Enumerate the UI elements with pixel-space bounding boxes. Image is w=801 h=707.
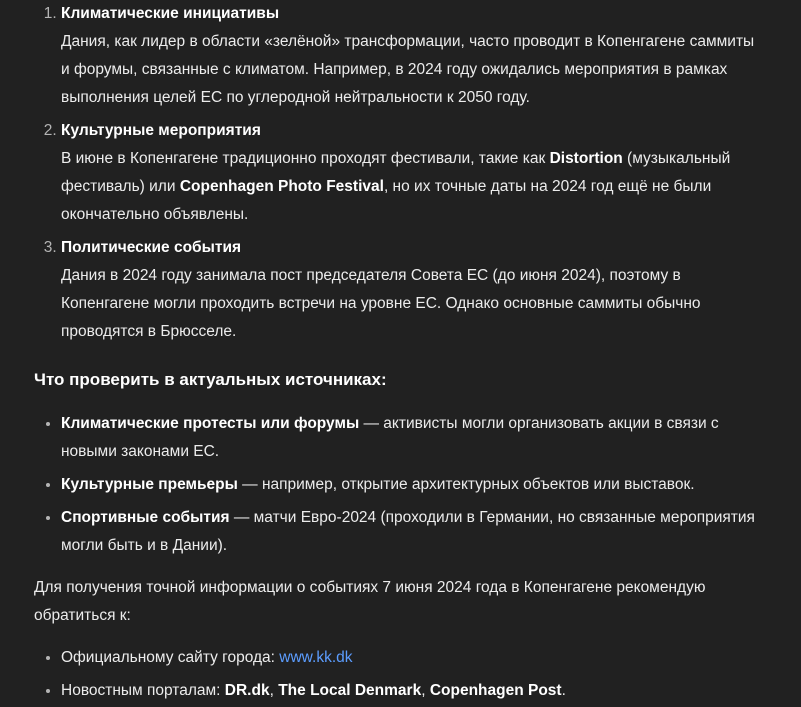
topic-title-politics: 3. Политические события — [61, 239, 242, 256]
check-item-text: — матчи Евро-2024 (проходили в Германии, но связанные мероприятия могли быть и в Дании). — [61, 509, 755, 554]
list-item — [61, 504, 767, 560]
separator: , — [269, 682, 279, 699]
topic-text-climate: Дания, как лидер в области «зелёной» трансформации, часто проводит в Копенгагене саммиты и форумы, связанные с климатом. Например, в 2024 году ожидались мероприятия в рамках выполнения целей ЕС по углеродной нейтральности к 2050 году. — [61, 33, 755, 106]
check-list — [34, 410, 767, 560]
recommendation-text: Для получения точной информации о событиях 7 июня 2024 года в Копенгагене рекомендую обратиться к: — [34, 579, 706, 624]
list-item — [61, 677, 767, 705]
sources-list — [34, 644, 767, 705]
list-item — [61, 410, 767, 466]
list-item — [61, 0, 767, 112]
news-portal-thelocal: The Local Denmark — [278, 682, 422, 699]
text-segment: (музыкальный фестиваль) или — [61, 150, 731, 195]
festival-name-distortion: Distortion — [549, 150, 623, 167]
official-site-link[interactable]: www.kk.dk — [279, 649, 353, 666]
text-segment: В июне в Копенгагене традиционно проходят фестивали, такие как — [61, 150, 550, 167]
list-item — [61, 471, 767, 499]
source-label: Официальному сайту города: — [61, 649, 280, 666]
topics-list — [34, 0, 767, 346]
news-portal-cphpost: Copenhagen Post — [429, 682, 562, 699]
festival-name-photo: Copenhagen Photo Festival — [179, 178, 384, 195]
topic-title-climate: 1. Климатические инициативы — [61, 5, 280, 22]
list-item — [61, 644, 767, 672]
topic-title-culture: 2. Культурные мероприятия — [61, 122, 261, 139]
source-label: Новостным порталам: — [61, 682, 225, 699]
check-item-text: — активисты могли организовать акции в связи с новыми законами ЕС. — [61, 415, 719, 460]
text-segment: , но их точные даты на 2024 год ещё не были окончательно объявлены. — [61, 178, 712, 223]
list-item — [61, 117, 767, 229]
list-item — [61, 234, 767, 346]
check-item-title: Климатические протесты или форумы — [61, 415, 360, 432]
check-item-title: Спортивные события — [61, 509, 230, 526]
separator: , — [421, 682, 430, 699]
topic-text-politics: Дания в 2024 году занимала пост председателя Совета ЕС (до июня 2024), поэтому в Копенгагене могли проходить встречи на уровне ЕС. Однако основные саммиты обычно проводятся в Брюсселе. — [61, 267, 701, 340]
section-heading: Что проверить в актуальных источниках: — [34, 370, 387, 389]
check-item-text: — например, открытие архитектурных объектов или выставок. — [237, 476, 695, 493]
check-item-title: Культурные премьеры — [61, 476, 238, 493]
news-portal-dr: DR.dk — [224, 682, 270, 699]
period: . — [561, 682, 566, 699]
topic-text-culture — [61, 145, 767, 229]
